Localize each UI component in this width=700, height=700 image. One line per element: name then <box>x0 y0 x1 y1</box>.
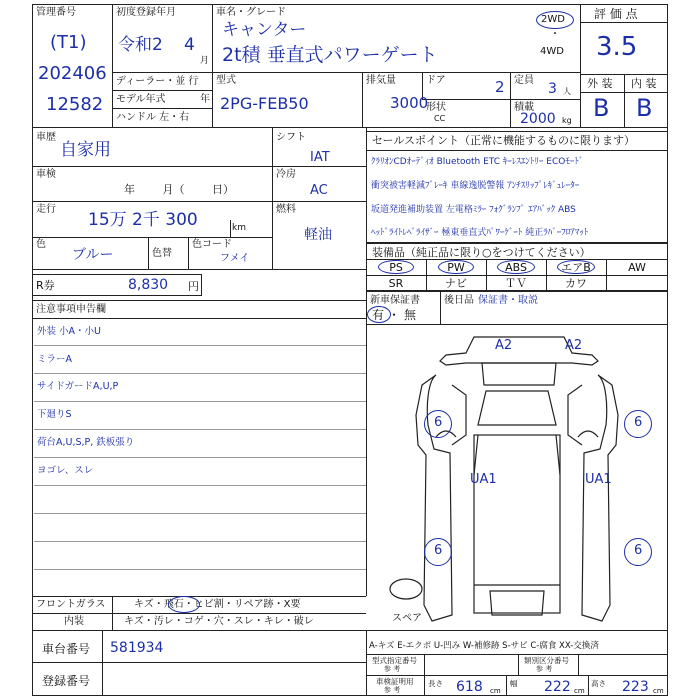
type-value: 2PG-FEB50 <box>220 94 309 113</box>
diag-mark-left-front-wheel: 6 <box>434 415 443 430</box>
type-designation-label: 型式指定番号 <box>372 656 417 665</box>
height-label: 高さ <box>591 679 606 688</box>
first-reg-month-unit: 月 <box>200 56 210 66</box>
repaint-label: 色替 <box>152 248 172 259</box>
model-year-unit: 年 <box>200 94 210 105</box>
notes-title: 注意事項申告欄 <box>36 304 106 315</box>
mgmt-no-label: 管理番号 <box>36 7 76 18</box>
sales-point-row-4: ﾍｯﾄﾞﾗｲﾄﾚﾍﾞﾗｲｻﾞｰ 極東垂直式ﾊﾟﾜｰｹﾞｰﾄ 純正ﾗﾊﾞｰﾌﾛｱﾏｯﾄ <box>371 228 589 238</box>
equip-sr: SR <box>388 277 404 290</box>
mgmt-no-date: 202406 <box>38 63 107 84</box>
doors-label: ドア <box>426 75 446 86</box>
load-unit: kg <box>562 116 572 125</box>
vehicle-damage-diagram <box>366 325 668 625</box>
chassis-no-value: 581934 <box>110 640 164 656</box>
score-value: 3.5 <box>596 32 638 62</box>
mgmt-no-lot: (T1) <box>50 32 87 53</box>
equip-pw-circle <box>438 260 474 274</box>
doors-value: 2 <box>495 78 505 96</box>
note-line-4: 下廻りS <box>37 409 72 420</box>
shift-value: IAT <box>310 150 330 165</box>
fuel-label: 燃料 <box>276 204 296 215</box>
spare-label: スペア <box>392 613 422 624</box>
recycle-box <box>32 274 202 296</box>
front-glass-value: キズ・飛石・ヒビ割・リペア跡・X要 <box>134 599 301 610</box>
ac-label: 冷房 <box>276 169 296 180</box>
diag-mark-left-body: UA1 <box>470 472 497 487</box>
warranty-label: 新車保証書 <box>370 295 420 306</box>
car-name: キャンター <box>222 20 307 40</box>
interior-cond-value: キズ・汚レ・コゲ・穴・スレ・キレ・破レ <box>124 616 314 627</box>
model-year-label: モデル年式 <box>116 94 166 105</box>
color-value: ブルー <box>72 247 114 263</box>
inspection-label: 車検 <box>36 169 56 180</box>
cert-dims-label: 車検証明用 <box>376 677 414 686</box>
equipment-title: 装備品（純正品に限り○をつけてください） <box>372 246 591 259</box>
warranty-yes-circle <box>367 306 391 323</box>
damage-legend: A-キズ E-エクボ U-凹み W-補修跡 S-サビ C-腐食 XX-交換済 <box>369 641 599 651</box>
load-value: 2000 <box>520 111 556 127</box>
sales-point-row-3: 坂道発進補助装置 左電格ﾐﾗｰ ﾌｫｸﾞﾗﾝﾌﾟ ｴｱﾊﾞｯｸ ABS <box>371 205 576 215</box>
history-label: 車歴 <box>36 132 56 143</box>
first-reg-era: 令和2 <box>118 35 163 55</box>
mgmt-no-serial: 12582 <box>46 94 104 115</box>
capacity-unit: 人 <box>563 87 571 96</box>
recycle-label: R券 <box>36 279 55 292</box>
first-reg-label: 初度登録年月 <box>116 7 176 18</box>
width-unit: cm <box>574 687 585 695</box>
note-line-3: サイドガードA,U,P <box>37 381 119 392</box>
equip-aw: AW <box>628 261 646 274</box>
front-glass-label: フロントガラス <box>36 599 106 610</box>
exterior-label: 外 装 <box>587 77 613 90</box>
warranty-value: 有・無 <box>372 308 421 322</box>
shift-label: シフト <box>276 132 306 143</box>
score-label: 評 価 点 <box>594 7 638 21</box>
mileage-value: 15万 2千 300 <box>88 210 198 230</box>
capacity-label: 定員 <box>514 75 534 86</box>
equip-ps: PS <box>389 261 403 274</box>
note-line-2: ミラーA <box>37 354 72 365</box>
diag-mark-left-rear-wheel: 6 <box>434 543 443 558</box>
interior-grade: B <box>636 94 653 122</box>
history-value: 自家用 <box>60 140 111 160</box>
note-line-6: ヨゴレ、スレ <box>37 465 94 476</box>
recycle-value: 8,830 <box>128 277 169 293</box>
interior-cond-label: 内装 <box>64 616 84 627</box>
sales-point-row-2: 衝突被害軽減ﾌﾞﾚｰｷ 車線逸脱警報 ｱﾝﾁｽﾘｯﾌﾟﾚｷﾞｭﾚｰﾀｰ <box>371 181 580 191</box>
category-label: 類別区分番号 <box>524 656 569 665</box>
equip-abs-circle <box>497 260 535 274</box>
drive-4wd: 4WD <box>540 46 564 57</box>
recycle-unit: 円 <box>188 280 199 293</box>
inspection-value: 年 月（ 日） <box>124 183 234 196</box>
extras-label: 後日品 <box>444 295 474 306</box>
equip-airbag: エアB <box>561 261 591 274</box>
handle-label: ハンドル 左・右 <box>116 112 190 123</box>
diag-mark-right-rear-wheel: 6 <box>634 543 643 558</box>
exterior-grade: B <box>593 94 610 122</box>
drive-2wd: 2WD <box>541 14 565 25</box>
note-line-5: 荷台A,U,S,P, 鉄板張り <box>37 437 135 448</box>
equip-tv: ＴＶ <box>505 277 527 290</box>
drive-dot: ・ <box>550 29 560 40</box>
capacity-value: 3 <box>548 81 557 97</box>
interior-label: 内 装 <box>631 77 657 90</box>
height-unit: cm <box>653 687 664 695</box>
diag-mark-front-left: A2 <box>495 338 513 353</box>
fuel-value: 軽油 <box>304 227 332 243</box>
diag-mark-front-right: A2 <box>565 338 583 353</box>
car-name-label: 車名・グレード <box>216 7 286 18</box>
load-label: 積載 <box>514 102 534 113</box>
note-line-1: 外装 小A・小U <box>37 326 101 337</box>
length-label: 長さ <box>428 679 443 688</box>
cert-dims-sub: 参 考 <box>384 686 401 694</box>
category-sub: 参 考 <box>536 665 553 673</box>
color-label: 色 <box>36 239 46 250</box>
ac-value: AC <box>310 183 328 198</box>
length-value: 618 <box>456 679 483 695</box>
color-code-value: フメイ <box>220 253 250 264</box>
length-unit: cm <box>490 687 501 695</box>
equip-ps-circle <box>378 260 414 274</box>
first-reg-month: 4 <box>184 35 195 55</box>
equip-abs: ABS <box>505 261 527 274</box>
equip-airbag-circle <box>557 260 595 274</box>
color-code-label: 色コード <box>192 239 232 250</box>
equip-navi: ナビ <box>445 277 467 290</box>
equip-leather: カワ <box>565 277 587 290</box>
sales-point-row-1: ｸﾗﾘｵﾝCDｵｰﾃﾞｨｵ Bluetooth ETC ｷｰﾚｽｴﾝﾄﾘｰ ECOﾓｰﾄﾞ <box>371 157 584 167</box>
width-label: 幅 <box>510 679 518 688</box>
front-glass-chip-circle <box>168 596 200 613</box>
dealer-label: ディーラー・並 行 <box>116 76 199 87</box>
reg-no-label: 登録番号 <box>42 674 91 688</box>
equip-pw: PW <box>447 261 465 274</box>
diag-mark-right-front-wheel: 6 <box>634 415 643 430</box>
displacement-unit: CC <box>434 114 446 123</box>
diag-mark-right-body: UA1 <box>585 472 612 487</box>
displacement-value: 3000 <box>390 94 429 112</box>
extras-value: 保証書・取説 <box>478 295 538 306</box>
mileage-unit: km <box>232 223 246 233</box>
height-value: 223 <box>622 679 649 695</box>
car-grade: 2t積 垂直式パワーゲート <box>222 44 438 66</box>
width-value: 222 <box>544 679 571 695</box>
mileage-label: 走行 <box>36 204 56 215</box>
chassis-no-label: 車台番号 <box>42 642 91 656</box>
sales-points-title: セールスポイント（正常に機能するものに限ります） <box>372 134 636 147</box>
shape-label: 形状 <box>426 102 446 113</box>
type-designation-sub: 参 考 <box>384 665 401 673</box>
displacement-label: 排気量 <box>366 75 396 86</box>
type-label: 型式 <box>216 75 236 86</box>
